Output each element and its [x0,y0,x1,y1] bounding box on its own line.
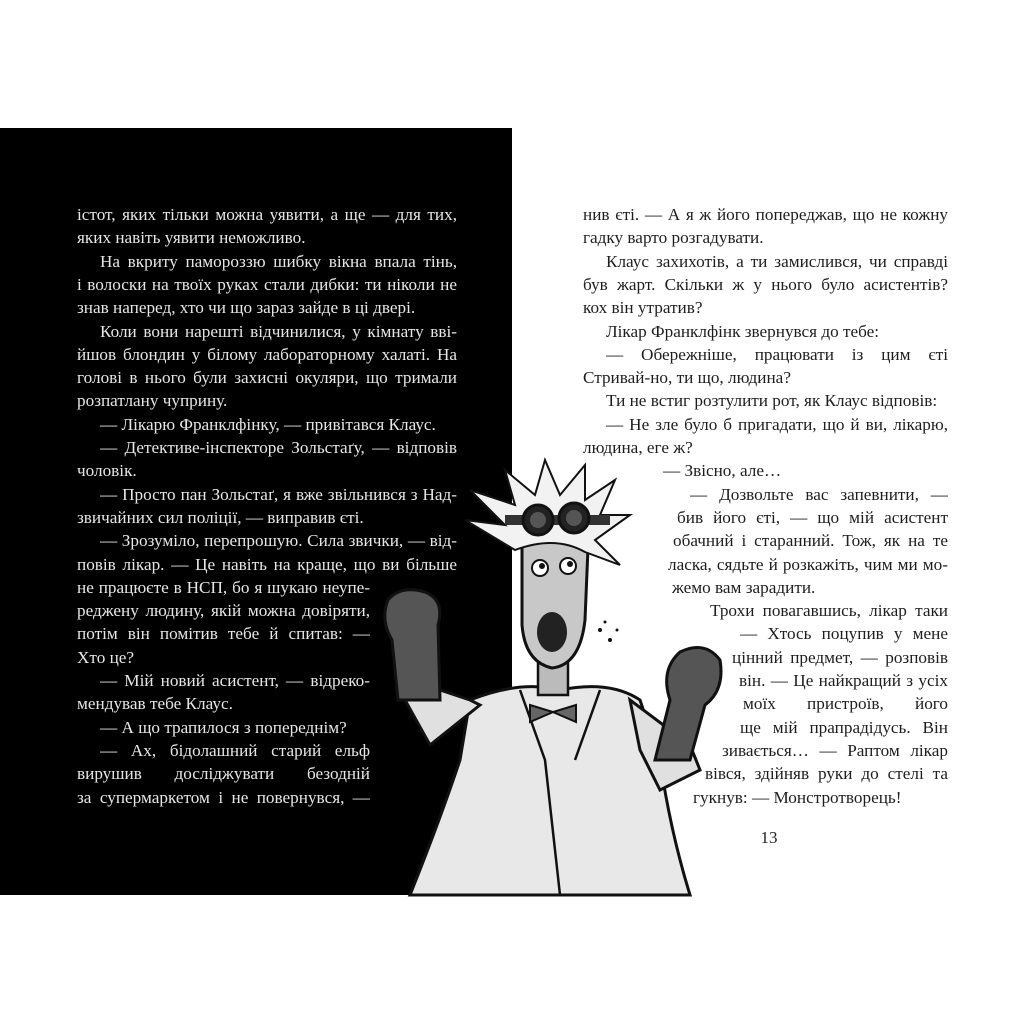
right-page-text-line: людина, еге ж? [583,438,693,457]
right-page-text-line: ласка, сядьте й розкажіть, чим ми мо- [668,554,948,574]
right-page-text-line: — Обережніше, працювати із цим єті [606,344,948,364]
open-mouth [537,612,567,652]
left-page-text-line: за супермаркетом і не повернувся, — [77,787,370,807]
page-number: 13 [760,828,778,847]
right-page-text-line: моїх пристроїв, його [743,694,948,714]
right-page-text-line: Стривай-но, ти що, людина? [583,368,791,388]
left-page-text-line: Хто це? [77,647,135,667]
left-page-text-line: — Лікарю Франклфінку, — привітався Клаус. [100,414,436,434]
right-glove [655,648,721,761]
right-page-text-line: бив його єті, — що мій асистент [677,507,948,527]
right-page-text-line: цінний предмет, — розповів [732,647,948,667]
left-page-text-line: знав наперед, хто чи що зараз зайде в ці двері. [77,298,416,318]
right-page-text-line: зивається… — Раптом лікар [722,740,948,760]
left-page-text-line: повів лікар. — Це навіть на краще, що ви більше [77,554,457,574]
right-page-text-line: нив єті. — А я ж його попереджав, що не кожну [583,205,948,224]
right-page-text-line: Трохи повагавшись, лікар таки [710,601,948,621]
right-page-text-line: був жарт. Скільки ж у нього було асистентів? [583,274,948,294]
right-page-text-line: Ти не встиг розтулити рот, як Клаус відповів: [606,391,938,411]
right-page-text-line: гукнув: — Монстротворець! [693,787,902,807]
left-page-text-line: мендував тебе Клаус. [77,694,233,714]
left-page-text-line: розпатлану чуприну. [77,391,228,411]
left-page-text-line: — Просто пан Зольстаґ, я вже звільнився з Над- [100,484,457,504]
left-page-text-line: Коли вони нарешті відчинилися, у кімнату вві- [100,321,457,341]
left-page-text-line: йшов блондин у білому лабораторному халаті. На [77,344,457,364]
left-page-text-line: істот, яких тільки можна уявити, а ще — для тих, [77,205,457,224]
left-page-text-line: — Зрозуміло, перепрошую. Сила звички, — від- [100,531,457,551]
right-page-text-line: Клаус захихотів, а ти замислився, чи справді [606,251,948,271]
right-page-text-line: — Звісно, але… [663,461,782,481]
left-page-text-line: чоловік. [77,461,137,481]
left-glove [385,590,440,700]
right-page-text-line: вівся, здійняв руки до стелі та [705,764,948,784]
left-page-text-line: — Мій новий асистент, — відреко- [100,671,370,690]
left-page-text-line: не працюєте в НСП, бо я шукаю неупе- [77,577,370,597]
left-page-text-line: — Ах, бідолашний старий ельф [100,740,370,760]
right-page-text-line: — Не зле було б пригадати, що й ви, лікарю, [606,414,948,434]
spit-droplets [598,621,619,643]
left-page-text-line: голові в нього були захисні окуляри, що тримали [77,368,457,388]
right-page-text-line: жемо вам зарадити. [672,577,816,597]
left-page-text-line: — Детективе-інспекторе Зольстаґу, — відповів [100,438,457,457]
right-page-text-line: він. — Це найкращий з усіх [739,671,948,690]
left-page-text-line: яких навіть уявити неможливо. [77,228,306,248]
right-page-text-line: обачний і старанний. Тож, як на те [673,531,948,551]
left-page-text-line: потім він помітив тебе й спитав: — [77,624,370,644]
left-page-text-line: реджену людину, якій можна довіряти, [77,601,370,621]
goggle-strap [505,515,610,525]
left-page-text-line: — А що трапилося з попереднім? [100,717,347,737]
left-page-text-line: і волоски на твоїх руках стали дибки: ти ніколи не [77,274,457,294]
left-page-text-line: На вкриту памороззю шибку вікна впала тінь, [100,251,457,271]
right-page-text-line: Лікар Франклфінк звернувся до тебе: [606,321,880,341]
right-page-text-line: — Хтось поцупив у мене [740,624,948,644]
right-page-text-line: кох він утратив? [583,298,703,318]
left-page-text-line: вирушив досліджувати безодній [77,764,370,784]
left-page-text-line: звичайних сил поліції, — виправив єті. [77,507,364,527]
right-page-text-line: — Дозвольте вас запевнити, — [690,484,948,504]
right-page-text-line: ще мій прапрадідусь. Він [740,717,948,737]
right-page-text-line: гадку варто розгадувати. [583,228,764,248]
